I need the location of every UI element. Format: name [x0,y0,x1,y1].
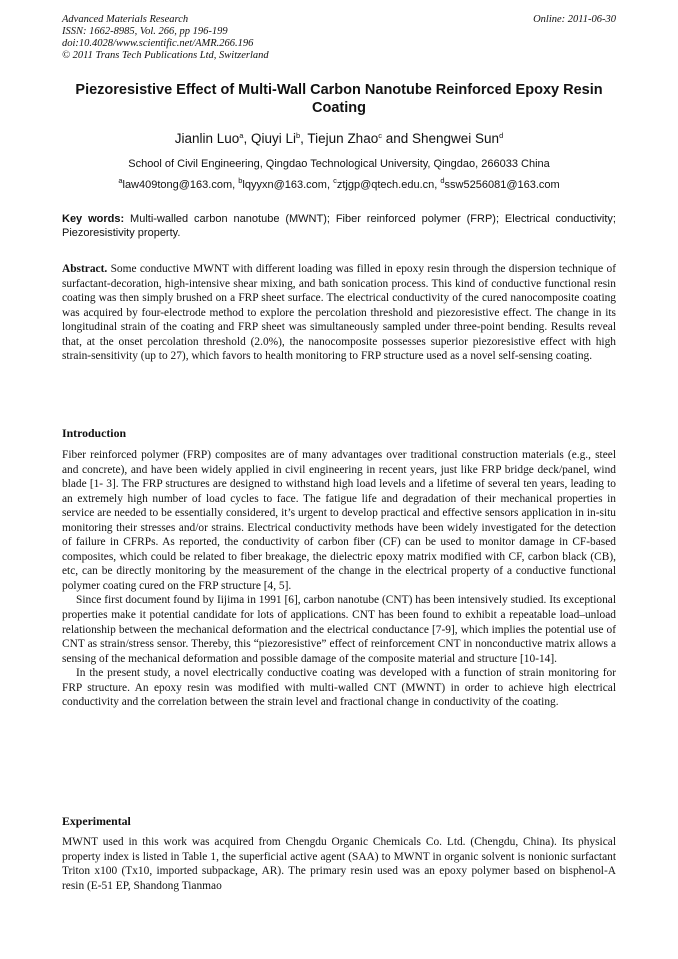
email[interactable]: $^a$law409tong@163.com, [118,176,239,191]
doi-line: doi:10.4028/www.scientific.net/AMR.266.196 [62,38,254,49]
email[interactable]: $^b$lqyyxn@163.com, [238,176,334,191]
paragraph: MWNT used in this work was acquired from Chengdu Organic Chemicals Co. Ltd. (Chengdu, China). Its physical property index is listed in Table 1, the superficial active agent (SAA) to MWNT in organic solvent is nonionic surfactant Triton x100 (Tx10, imported subpackage, AR). The primary resin used was an epoxy polymer based on bisphenol-A resin (E-51 EP, Shandong Tianmao [62,836,616,892]
copyright-line: © 2011 Trans Tech Publications Ltd, Switzerland [62,50,269,61]
online-date: Online: 2011-06-30 [533,14,616,25]
paragraph: In the present study, a novel electrically conductive coating was developed with a function of strain monitoring for FRP structure. An epoxy resin was modified with multi-walled CNT (MWNT) in order to achieve high electrical conductivity and the correlation between the strain level and fractional change in conductivity of the coating. [62,667,616,709]
email-list [62,178,616,192]
abstract [62,262,616,364]
abstract-text: Some conductive MWNT with different loading was filled in epoxy resin through the dispersion technique of surfactant-decoration, high-intensive shear mixing, and bath sonication process. This kind of conductive functional resin coating was then simply brushed on a FRP sheet surface. The electrical conductivity of the cured nanocomposite coating was acquired by four-electrode method to explore the percolation threshold and piezoresistive effect. The change in its longitudinal strain of the coating and FRP sheet was simultaneously sampled under three-point bending. Results reveal that, at the onset percolation threshold (2.0%), the nanocomposite possesses superior piezoresistive effect with high strain-sensitivity (up to 27), which favors to health monitoring to FRP structure used as a novel self-sensing coating. [62,263,616,363]
keywords-label: Key words: [62,213,125,225]
paragraph: Since first document found by Iijima in 1991 [6], carbon nanotube (CNT) has been intensively studied. Its exceptional properties make it potential candidate for lots of applications. CNT has been found to exhibit a repeatable load–unload relationship between the mechanical deformation and the electrical conductance [7-9], which implies the potential use of CNT as strain/stress sensor. Thereby, this “piezoresistive” effect of reinforcement CNT in nonconductive matrix allows a sensing of the mechanical deformation and possible damage of the composite material and structure [10-14]. [62,594,616,665]
author: Tiejun Zhao$^c$ and [307,131,412,146]
author-list [62,131,616,147]
journal-name: Advanced Materials Research [62,14,189,25]
author: Jianlin Luo$^a$, [174,131,251,146]
abstract-label: Abstract. [62,263,108,275]
email[interactable]: $^c$ztjgp@qtech.edu.cn, [333,176,441,191]
keywords-text: Multi-walled carbon nanotube (MWNT); Fiber reinforced polymer (FRP); Electrical conductivity; Piezoresistivity property. [62,213,616,239]
email[interactable]: $^d$ssw5256081@163.com [440,176,560,191]
experimental-heading: Experimental [62,814,131,828]
author: Qiuyi Li$^b$, [250,131,308,146]
keywords [62,212,616,240]
experimental-body [62,835,616,893]
paragraph: Fiber reinforced polymer (FRP) composites are of many advantages over traditional construction materials (e.g., steel and concrete), and have been widely applied in civil engineering in recent years, just like FRP bridge deck/panel, wind blade [1- 3]. The FRP structures are designed to withstand high load levels and a lifetime of several ten years, leading to an extremely high number of load cycles to face. The fatigue life and degradation of their mechanical properties in service are needed to be essentially considered, it’s urgent to develop practical and effective sensors application in in-situ monitoring their stresses and/or strains. Electrical conductivity methods have been widely investigated for the detection of failure in CFRPs. As reported, the conductivity of carbon fiber (CF) can be used to monitor damage in CF-based composites, which could be related to fiber breakage, the dielectric epoxy matrix modified with CF, carbon black (CB), etc, can be directly monitoring by the measurement of the change in the electrical property of a conductive functional polymer coating cured on the FRP structure [4, 5]. [62,449,616,592]
journal-header [62,14,616,62]
paper-title: Piezoresistive Effect of Multi-Wall Carbon Nanotube Reinforced Epoxy Resin Coating [75,82,603,116]
issn-line: ISSN: 1662-8985, Vol. 266, pp 196-199 [62,26,228,37]
author: Shengwei Sun$^d$ [412,131,504,146]
introduction-body [62,448,616,710]
affiliation: School of Civil Engineering, Qingdao Technological University, Qingdao, 266033 China [128,158,550,170]
introduction-heading: Introduction [62,426,127,440]
